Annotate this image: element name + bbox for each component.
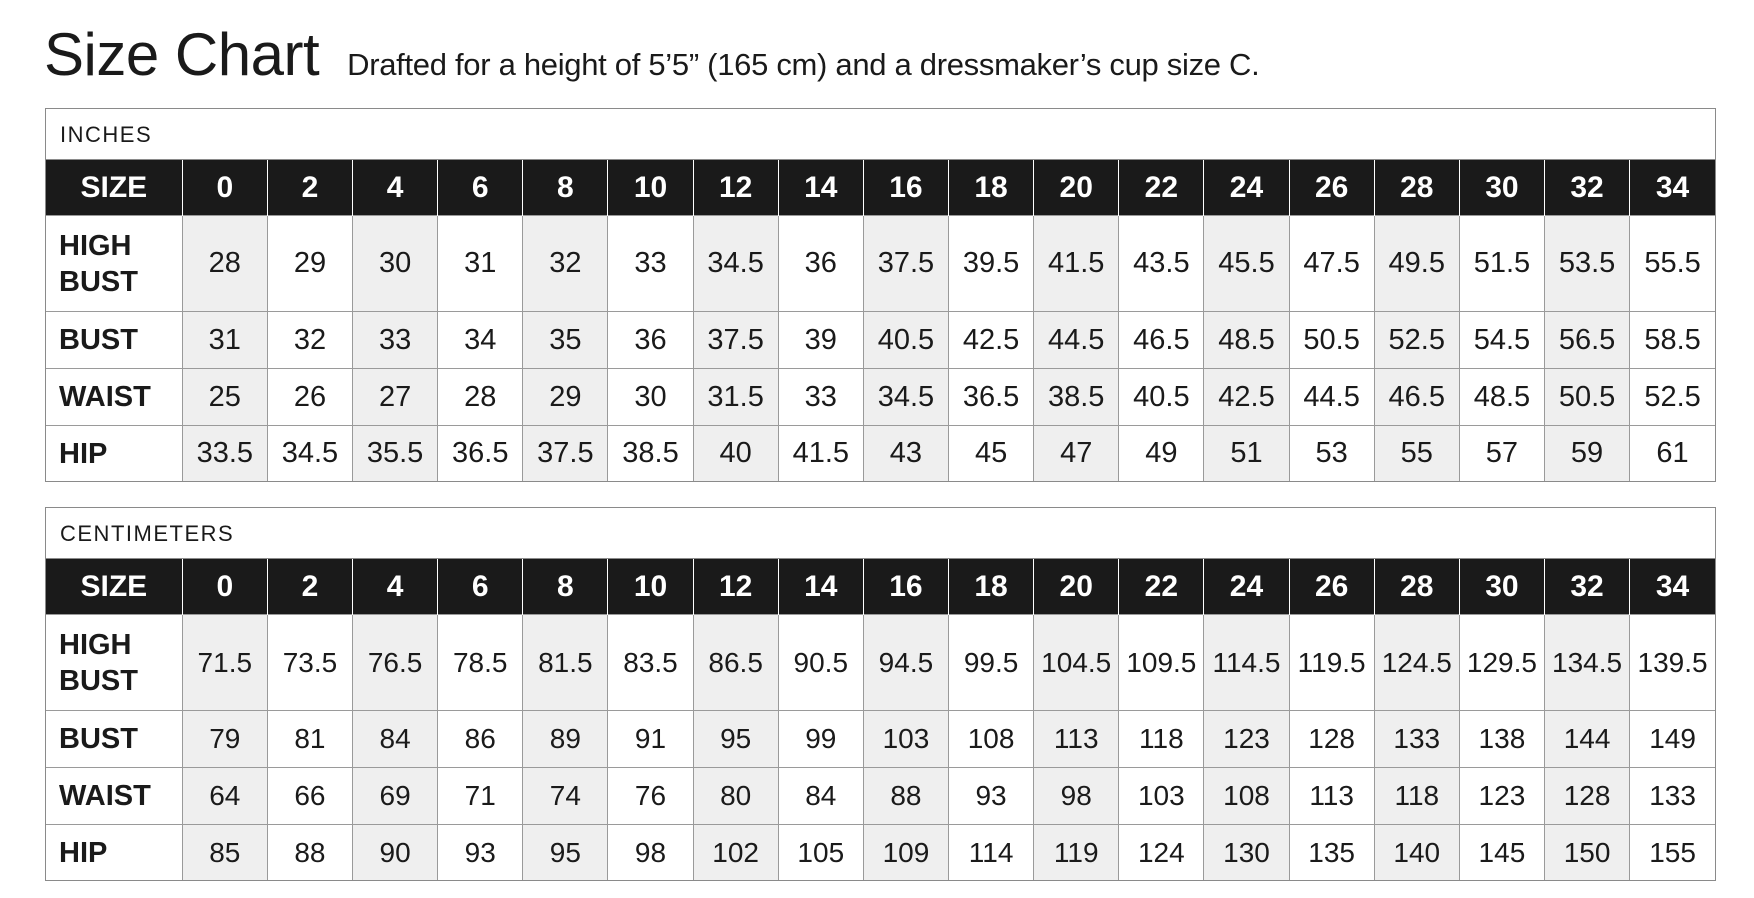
measurement-cell: 90 [353,825,438,881]
measurement-cell: 61 [1630,426,1715,482]
measurement-cell: 50.5 [1544,369,1629,426]
size-header-cell: 6 [438,160,523,216]
table-row-bust [46,711,1715,768]
measurement-cell: 48.5 [1459,369,1544,426]
measurement-cell: 88 [267,825,352,881]
measurement-cell: 93 [949,768,1034,825]
measurement-cell: 47 [1034,426,1119,482]
measurement-cell: 98 [608,825,693,881]
measurement-cell: 129.5 [1459,615,1544,711]
size-header-cell: 32 [1544,559,1629,615]
size-header-cell: 16 [863,559,948,615]
measurement-cell: 50.5 [1289,312,1374,369]
measurement-cell: 118 [1374,768,1459,825]
measurement-cell: 57 [1459,426,1544,482]
row-label: WAIST [46,768,182,825]
measurement-cell: 40 [693,426,778,482]
size-header-cell: 18 [949,559,1034,615]
measurement-cell: 31 [182,312,267,369]
measurement-cell: 93 [438,825,523,881]
measurement-cell: 28 [438,369,523,426]
measurement-cell: 83.5 [608,615,693,711]
row-label: BUST [46,312,182,369]
size-header-cell: 20 [1034,559,1119,615]
measurement-cell: 149 [1630,711,1715,768]
measurement-cell: 49.5 [1374,216,1459,312]
size-header-cell: 14 [778,160,863,216]
size-header-cell: 12 [693,160,778,216]
measurement-cell: 51 [1204,426,1289,482]
measurement-cell: 36 [778,216,863,312]
size-header-cell: 0 [182,160,267,216]
measurement-cell: 74 [523,768,608,825]
measurement-cell: 119 [1034,825,1119,881]
row-label: HIGH BUST [46,216,182,312]
measurement-cell: 78.5 [438,615,523,711]
measurement-cell: 114 [949,825,1034,881]
measurement-cell: 51.5 [1459,216,1544,312]
size-header-cell: 0 [182,559,267,615]
measurement-cell: 43.5 [1119,216,1204,312]
measurement-cell: 130 [1204,825,1289,881]
size-header-cell: 30 [1459,559,1544,615]
measurement-cell: 123 [1204,711,1289,768]
table-caption-centimeters: CENTIMETERS [46,508,1715,559]
title-row [44,20,1259,90]
measurement-cell: 124 [1119,825,1204,881]
measurement-cell: 114.5 [1204,615,1289,711]
measurement-cell: 102 [693,825,778,881]
measurement-cell: 98 [1034,768,1119,825]
measurement-cell: 37.5 [863,216,948,312]
measurement-cell: 109 [863,825,948,881]
measurement-cell: 49 [1119,426,1204,482]
measurement-cell: 45 [949,426,1034,482]
measurement-cell: 53 [1289,426,1374,482]
size-header-cell: 24 [1204,160,1289,216]
measurement-cell: 128 [1289,711,1374,768]
measurement-cell: 36.5 [949,369,1034,426]
measurement-cell: 59 [1544,426,1629,482]
measurement-cell: 46.5 [1374,369,1459,426]
measurement-cell: 119.5 [1289,615,1374,711]
measurement-cell: 52.5 [1374,312,1459,369]
size-header-cell: 28 [1374,559,1459,615]
measurement-cell: 103 [1119,768,1204,825]
size-header-cell: 14 [778,559,863,615]
measurement-cell: 48.5 [1204,312,1289,369]
size-header-cell: 26 [1289,559,1374,615]
measurement-cell: 42.5 [1204,369,1289,426]
measurement-cell: 56.5 [1544,312,1629,369]
measurement-cell: 81 [267,711,352,768]
measurement-cell: 41.5 [1034,216,1119,312]
row-label: HIP [46,825,182,881]
header-row [46,559,1715,615]
measurement-cell: 35.5 [353,426,438,482]
measurement-cell: 53.5 [1544,216,1629,312]
table-row-high-bust [46,615,1715,711]
measurement-cell: 140 [1374,825,1459,881]
measurement-cell: 25 [182,369,267,426]
measurement-cell: 39.5 [949,216,1034,312]
measurement-cell: 134.5 [1544,615,1629,711]
measurement-cell: 35 [523,312,608,369]
measurement-cell: 88 [863,768,948,825]
size-header-cell: 28 [1374,160,1459,216]
measurement-cell: 155 [1630,825,1715,881]
row-label: BUST [46,711,182,768]
size-header-cell: 8 [523,559,608,615]
size-header-cell: 10 [608,160,693,216]
measurement-cell: 40.5 [1119,369,1204,426]
measurement-cell: 31.5 [693,369,778,426]
measurement-cell: 36 [608,312,693,369]
measurement-cell: 84 [353,711,438,768]
measurement-cell: 128 [1544,768,1629,825]
size-header-cell: 34 [1630,559,1715,615]
measurement-cell: 76 [608,768,693,825]
measurement-cell: 71.5 [182,615,267,711]
centimeters-size-table-panel [45,507,1716,881]
measurement-cell: 95 [523,825,608,881]
size-header-cell: 2 [267,559,352,615]
size-header-cell: 18 [949,160,1034,216]
measurement-cell: 84 [778,768,863,825]
measurement-cell: 124.5 [1374,615,1459,711]
table-row-hip [46,825,1715,881]
measurement-cell: 34.5 [693,216,778,312]
row-label: HIGH BUST [46,615,182,711]
measurement-cell: 113 [1289,768,1374,825]
row-label: HIP [46,426,182,482]
measurement-cell: 45.5 [1204,216,1289,312]
measurement-cell: 55 [1374,426,1459,482]
measurement-cell: 103 [863,711,948,768]
size-header-cell: 32 [1544,160,1629,216]
size-header-cell: 22 [1119,160,1204,216]
size-header-cell: 8 [523,160,608,216]
page-subtitle: Drafted for a height of 5’5” (165 cm) and a dressmaker’s cup size C. [347,47,1260,82]
size-header-cell: 10 [608,559,693,615]
size-header-label: SIZE [46,160,182,216]
measurement-cell: 123 [1459,768,1544,825]
measurement-cell: 58.5 [1630,312,1715,369]
measurement-cell: 38.5 [1034,369,1119,426]
measurement-cell: 44.5 [1034,312,1119,369]
measurement-cell: 33 [608,216,693,312]
measurement-cell: 26 [267,369,352,426]
size-header-cell: 24 [1204,559,1289,615]
measurement-cell: 90.5 [778,615,863,711]
measurement-cell: 29 [523,369,608,426]
measurement-cell: 39 [778,312,863,369]
size-header-label: SIZE [46,559,182,615]
measurement-cell: 113 [1034,711,1119,768]
measurement-cell: 105 [778,825,863,881]
measurement-cell: 138 [1459,711,1544,768]
table-row-hip [46,426,1715,482]
measurement-cell: 32 [267,312,352,369]
measurement-cell: 28 [182,216,267,312]
measurement-cell: 71 [438,768,523,825]
measurement-cell: 99 [778,711,863,768]
measurement-cell: 30 [353,216,438,312]
measurement-cell: 55.5 [1630,216,1715,312]
measurement-cell: 89 [523,711,608,768]
size-header-cell: 30 [1459,160,1544,216]
measurement-cell: 76.5 [353,615,438,711]
size-header-cell: 4 [353,160,438,216]
measurement-cell: 43 [863,426,948,482]
table-row-waist [46,369,1715,426]
measurement-cell: 47.5 [1289,216,1374,312]
inches-size-table-panel [45,108,1716,482]
measurement-cell: 139.5 [1630,615,1715,711]
page-title: Size Chart [44,21,320,88]
measurement-cell: 34 [438,312,523,369]
measurement-cell: 108 [1204,768,1289,825]
table-row-high-bust [46,216,1715,312]
measurement-cell: 118 [1119,711,1204,768]
measurement-cell: 36.5 [438,426,523,482]
measurement-cell: 133 [1630,768,1715,825]
table-caption-inches: INCHES [46,109,1715,160]
measurement-cell: 108 [949,711,1034,768]
size-header-cell: 12 [693,559,778,615]
measurement-cell: 37.5 [523,426,608,482]
measurement-cell: 109.5 [1119,615,1204,711]
measurement-cell: 95 [693,711,778,768]
measurement-cell: 46.5 [1119,312,1204,369]
measurement-cell: 133 [1374,711,1459,768]
measurement-cell: 86 [438,711,523,768]
inches-size-table [46,160,1715,481]
size-header-cell: 34 [1630,160,1715,216]
size-header-cell: 26 [1289,160,1374,216]
size-header-cell: 4 [353,559,438,615]
measurement-cell: 27 [353,369,438,426]
measurement-cell: 145 [1459,825,1544,881]
centimeters-size-table [46,559,1715,880]
size-header-cell: 2 [267,160,352,216]
measurement-cell: 79 [182,711,267,768]
size-header-cell: 22 [1119,559,1204,615]
measurement-cell: 34.5 [267,426,352,482]
measurement-cell: 40.5 [863,312,948,369]
measurement-cell: 150 [1544,825,1629,881]
measurement-cell: 86.5 [693,615,778,711]
measurement-cell: 30 [608,369,693,426]
measurement-cell: 44.5 [1289,369,1374,426]
header-row [46,160,1715,216]
measurement-cell: 33 [778,369,863,426]
measurement-cell: 104.5 [1034,615,1119,711]
measurement-cell: 85 [182,825,267,881]
size-header-cell: 16 [863,160,948,216]
measurement-cell: 41.5 [778,426,863,482]
measurement-cell: 91 [608,711,693,768]
measurement-cell: 80 [693,768,778,825]
measurement-cell: 81.5 [523,615,608,711]
measurement-cell: 52.5 [1630,369,1715,426]
measurement-cell: 38.5 [608,426,693,482]
measurement-cell: 42.5 [949,312,1034,369]
measurement-cell: 54.5 [1459,312,1544,369]
measurement-cell: 29 [267,216,352,312]
measurement-cell: 99.5 [949,615,1034,711]
size-header-cell: 6 [438,559,523,615]
measurement-cell: 135 [1289,825,1374,881]
measurement-cell: 37.5 [693,312,778,369]
measurement-cell: 34.5 [863,369,948,426]
measurement-cell: 69 [353,768,438,825]
measurement-cell: 31 [438,216,523,312]
row-label: WAIST [46,369,182,426]
measurement-cell: 64 [182,768,267,825]
table-row-bust [46,312,1715,369]
measurement-cell: 94.5 [863,615,948,711]
table-row-waist [46,768,1715,825]
measurement-cell: 33.5 [182,426,267,482]
measurement-cell: 144 [1544,711,1629,768]
measurement-cell: 73.5 [267,615,352,711]
measurement-cell: 33 [353,312,438,369]
size-header-cell: 20 [1034,160,1119,216]
measurement-cell: 66 [267,768,352,825]
measurement-cell: 32 [523,216,608,312]
